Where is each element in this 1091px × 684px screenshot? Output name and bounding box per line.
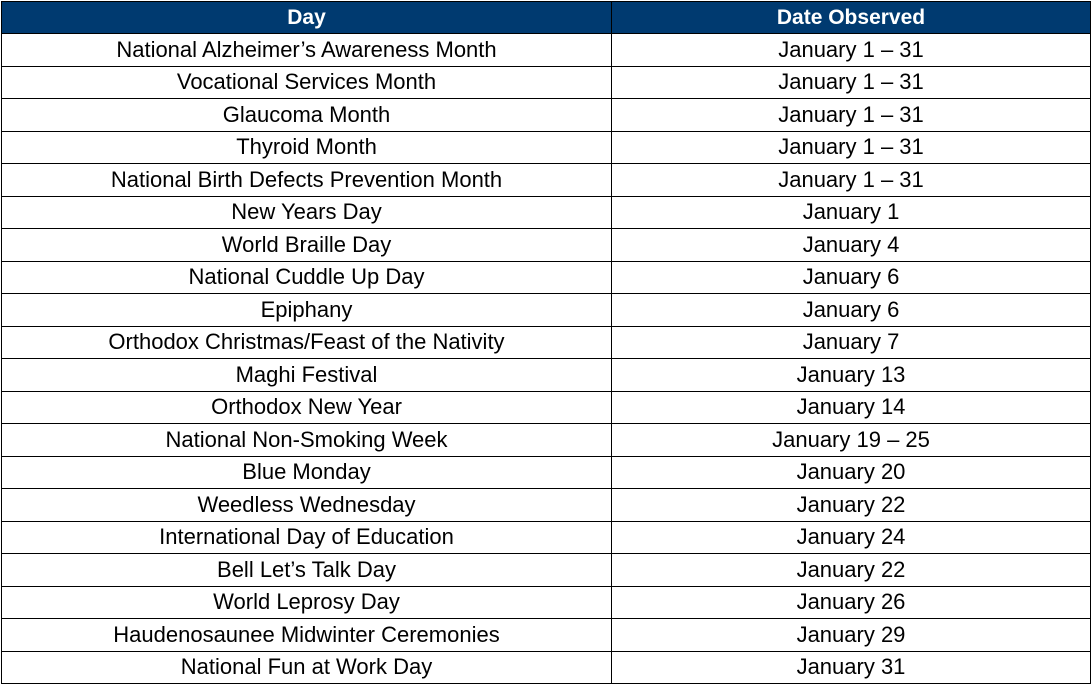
cell-day: Orthodox Christmas/Feast of the Nativity [2, 326, 612, 359]
header-date-observed: Date Observed [612, 2, 1091, 34]
cell-date-observed: January 1 [612, 196, 1091, 229]
cell-day: Bell Let’s Talk Day [2, 554, 612, 587]
cell-day: Weedless Wednesday [2, 489, 612, 522]
table-row [2, 554, 1091, 587]
cell-date-observed: January 14 [612, 391, 1091, 424]
cell-date-observed: January 1 – 31 [612, 164, 1091, 197]
cell-day: World Leprosy Day [2, 586, 612, 619]
cell-day: National Birth Defects Prevention Month [2, 164, 612, 197]
table-row [2, 261, 1091, 294]
table-row [2, 66, 1091, 99]
cell-day: Blue Monday [2, 456, 612, 489]
cell-date-observed: January 6 [612, 294, 1091, 327]
table-row [2, 521, 1091, 554]
cell-date-observed: January 26 [612, 586, 1091, 619]
table-row [2, 196, 1091, 229]
table-row [2, 651, 1091, 684]
cell-date-observed: January 13 [612, 359, 1091, 392]
table-row [2, 131, 1091, 164]
cell-day: New Years Day [2, 196, 612, 229]
cell-date-observed: January 24 [612, 521, 1091, 554]
cell-date-observed: January 1 – 31 [612, 34, 1091, 67]
cell-date-observed: January 20 [612, 456, 1091, 489]
table-row [2, 34, 1091, 67]
table-row [2, 489, 1091, 522]
cell-day: National Alzheimer’s Awareness Month [2, 34, 612, 67]
table-row [2, 619, 1091, 652]
cell-date-observed: January 7 [612, 326, 1091, 359]
observances-table [1, 1, 1091, 684]
cell-day: National Cuddle Up Day [2, 261, 612, 294]
cell-day: Epiphany [2, 294, 612, 327]
table-row [2, 359, 1091, 392]
cell-day: National Non-Smoking Week [2, 424, 612, 457]
table-body [2, 34, 1091, 684]
cell-day: National Fun at Work Day [2, 651, 612, 684]
cell-day: International Day of Education [2, 521, 612, 554]
table-row [2, 294, 1091, 327]
cell-day: Maghi Festival [2, 359, 612, 392]
cell-date-observed: January 1 – 31 [612, 66, 1091, 99]
table-row [2, 326, 1091, 359]
cell-day: Vocational Services Month [2, 66, 612, 99]
cell-day: World Braille Day [2, 229, 612, 262]
cell-date-observed: January 22 [612, 489, 1091, 522]
header-row [2, 2, 1091, 34]
cell-day: Orthodox New Year [2, 391, 612, 424]
cell-date-observed: January 1 – 31 [612, 99, 1091, 132]
table-row [2, 391, 1091, 424]
cell-date-observed: January 19 – 25 [612, 424, 1091, 457]
cell-day: Glaucoma Month [2, 99, 612, 132]
table-row [2, 456, 1091, 489]
cell-date-observed: January 4 [612, 229, 1091, 262]
cell-date-observed: January 22 [612, 554, 1091, 587]
cell-day: Thyroid Month [2, 131, 612, 164]
table-row [2, 164, 1091, 197]
cell-date-observed: January 29 [612, 619, 1091, 652]
cell-date-observed: January 1 – 31 [612, 131, 1091, 164]
cell-date-observed: January 6 [612, 261, 1091, 294]
header-day: Day [2, 2, 612, 34]
table-row [2, 424, 1091, 457]
table-row [2, 99, 1091, 132]
cell-date-observed: January 31 [612, 651, 1091, 684]
table-header [2, 2, 1091, 34]
cell-day: Haudenosaunee Midwinter Ceremonies [2, 619, 612, 652]
table-row [2, 586, 1091, 619]
table-row [2, 229, 1091, 262]
